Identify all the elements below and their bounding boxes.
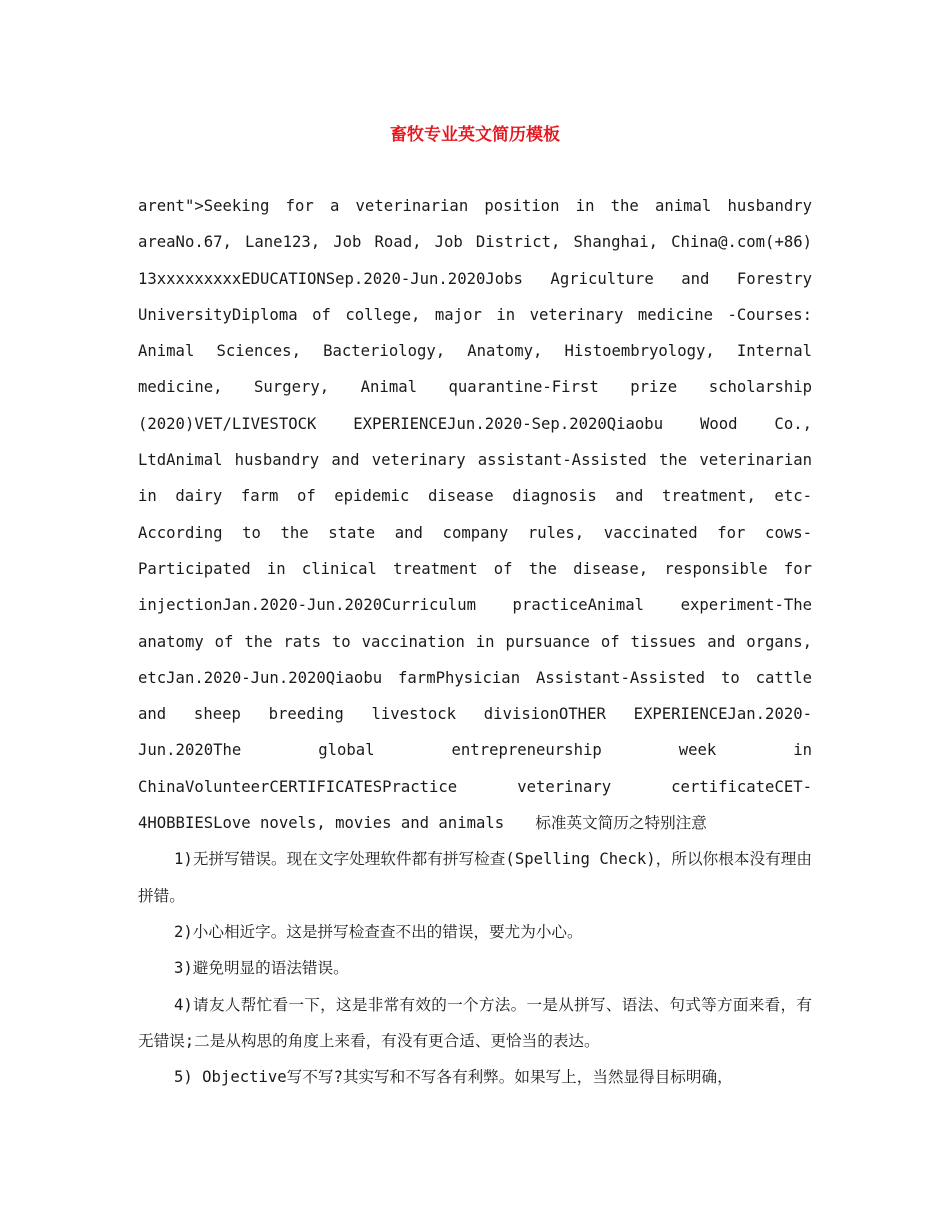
note-paragraph-4: 4)请友人帮忙看一下，这是非常有效的一个方法。一是从拼写、语法、句式等方面来看，有无错误;二是从构思的角度上来看，有没有更合适、更恰当的表达。: [138, 995, 812, 1050]
note-paragraph-3: 3)避免明显的语法错误。: [174, 959, 349, 978]
note-paragraph-1: 1)无拼写错误。现在文字处理软件都有拼写检查(Spelling Check)，所以你根本没有理由拼错。: [138, 850, 812, 905]
note-paragraph-5: 5) Objective写不写?其实写和不写各有利弊。如果写上，当然显得目标明确，: [174, 1068, 733, 1087]
document-body: [138, 188, 812, 1095]
note-paragraph-2: 2)小心相近字。这是拼写检查查不出的错误，要尤为小心。: [174, 922, 583, 941]
resume-paragraph: arent">Seeking for a veterinarian position in the animal husbandry areaNo.67, Lane123, Job Road, Job District, Shanghai, China@.com(+86) 13xxxxxxxxxEDUCATIONSep.2020-Jun.2020Jobs Agriculture and Forestry UniversityDiploma of college, major in veterinary medicine -Courses: Animal Sciences, Bacteriology, Anatomy, Histoembryology, Internal medicine, Surgery, Animal quarantine-First prize scholarship (2020)VET/LIVESTOCK EXPERIENCEJun.2020-Sep.2020Qiaobu Wood Co., LtdAnimal husbandry and veterinary assistant-Assisted the veterinarian in dairy farm of epidemic disease diagnosis and treatment, etc-According to the state and company rules, vaccinated for cows-Participated in clinical treatment of the disease, responsible for injectionJan.2020-Jun.2020Curriculum practiceAnimal experiment-The anatomy of the rats to vaccination in pursuance of tissues and organs, etcJan.2020-Jun.2020Qiaobu farmPhysician Assistant-Assisted to cattle and sheep breeding livestock divisionOTHER EXPERIENCEJan.2020-Jun.2020The global entrepreneurship week in ChinaVolunteerCERTIFICATESPractice veterinary certificateCET-4HOBBIESLove novels, movies and animals 标准英文简历之特别注意: [138, 197, 812, 833]
document-title: 畜牧专业英文简历模板: [390, 125, 560, 145]
